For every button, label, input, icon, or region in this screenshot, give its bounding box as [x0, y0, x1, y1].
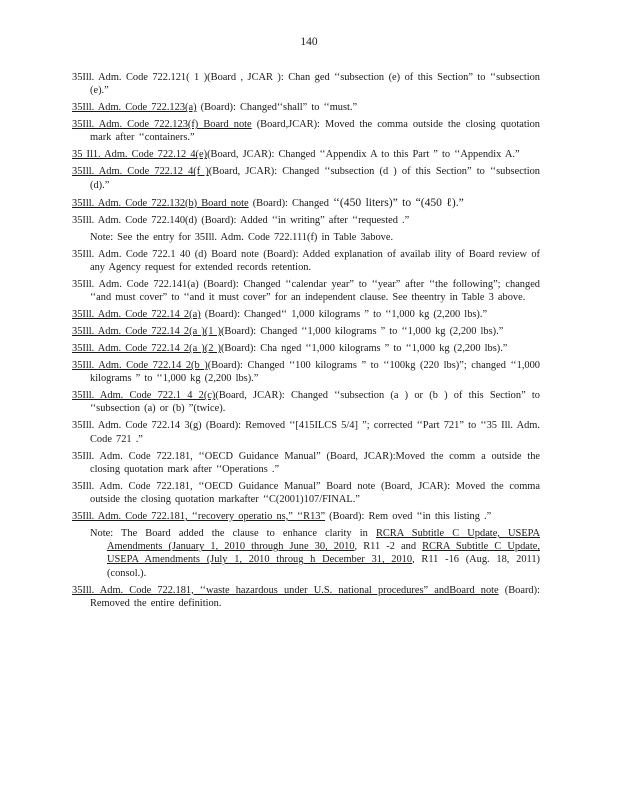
list-item: 35Ill. Adm. Code 722.1 40 (d) Board note (Board): Added explanation of availab ility of Board review of any Agency request for extended records retention.: [72, 248, 540, 273]
list-item: 35Ill. Adm. Code 722.123(a) (Board): Changed‘‘shall” to ‘‘must.”: [72, 102, 358, 114]
list-item: 35Ill. Adm. Code 722.141(a) (Board): Changed ‘‘calendar year” to ‘‘year” after ‘‘the following”; changed ‘‘and must cover” to ‘‘and it must cover” for an independent clause. See theentry in Table 3 above.: [72, 278, 540, 304]
list-item: 35Ill. Adm. Code 722.14 2(a )(2 )(Board): Cha nged ‘‘1,000 kilograms ” to ‘‘1,000 kg (2,200 lbs).”: [72, 343, 508, 355]
list-item: 35Ill. Adm. Code 722.140(d) (Board): Added ‘‘in writing” after ‘‘requested .”: [72, 214, 410, 226]
list-item: 35Ill. Adm. Code 722.14 2(b )(Board): Changed ‘‘100 kilograms ” to ‘‘100kg (220 lbs)”; changed ‘‘1,000 kilograms ” to ‘‘1,000 kg (2,200 lbs).”: [72, 360, 541, 385]
list-item: 35Ill. Adm. Code 722.1 4 2(c)(Board, JCAR): Changed ‘‘subsection (a ) or (b ) of this Section” to ‘‘subsection (a) or (b) ”(twice).: [72, 390, 540, 415]
list-item: 35Ill. Adm. Code 722.14 2(a) (Board): Changed‘‘ 1,000 kilograms ” to ‘‘1,000 kg (2,200 lbs).”: [72, 309, 488, 321]
list-item: 35Ill. Adm. Code 722.14 2(a )(1 )(Board): Changed ‘‘1,000 kilograms ” to ‘‘1,000 kg (2,200 lbs).”: [72, 326, 504, 338]
list-item: 35Ill. Adm. Code 722.181, ‘‘waste hazardous under U.S. national procedures” andBoard note (Board): Removed the entire definition.: [72, 584, 540, 609]
amendment-list: [72, 71, 540, 614]
page-number: 140: [300, 36, 318, 48]
list-item: 35Ill. Adm. Code 722.12 4(f )(Board, JCAR): Changed ‘‘subsection (d ) of this Section” to ‘‘subsection (d).”: [72, 166, 540, 191]
list-item: 35Ill. Adm. Code 722.14 3(g) (Board): Removed ‘‘[415ILCS 5/4] ”; corrected ‘‘Part 721” to ‘‘35 Ill. Adm. Code 721 .”: [72, 420, 540, 445]
note-item: Note: See the entry for 35Ill. Adm. Code 722.111(f) in Table 3above.: [90, 231, 394, 243]
list-item: 35Ill. Adm. Code 722.132(b) Board note (Board): Changed ‘‘(450 liters)” to “(450 ℓ).”: [72, 195, 464, 209]
list-item: 35Ill. Adm. Code 722.181, ‘‘recovery operatio ns,” ‘‘R13” (Board): Rem oved ‘‘in this listing .”: [72, 511, 492, 523]
list-item: 35Ill. Adm. Code 722.121( 1 )(Board , JCAR ): Chan ged ‘‘subsection (e) of this Section” to ‘‘subsection (e).”: [72, 72, 540, 97]
list-item: 35 Il1. Adm. Code 722.12 4(e)(Board, JCAR): Changed ‘‘Appendix A to this Part ” to ‘‘Appendix A.”: [72, 149, 520, 161]
list-item: 35Ill. Adm. Code 722.123(f) Board note (Board,JCAR): Moved the comma outside the closing quotation mark after ‘‘containers.”: [72, 119, 540, 144]
list-item: 35Ill. Adm. Code 722.181, ‘‘OECD Guidance Manual” Board note (Board, JCAR): Moved the comma outside the closing quotation markafter ‘‘C(2001)107/FINAL.”: [72, 480, 540, 506]
note-item: Note: The Board added the clause to enhance clarity in RCRA Subtitle C Update, USEPA Amendments (January 1, 2010 through June 30, 2010, R11 -2 and RCRA Subtitle C Update, USEPA Amendments (July 1, 2010 throug h December 31, 2010, R11 -16 (Aug. 18, 2011) (consol.).: [90, 528, 540, 579]
list-item: 35Ill. Adm. Code 722.181, ‘‘OECD Guidance Manual” (Board, JCAR):Moved the comm a outside the closing quotation mark after ‘‘Operations .”: [72, 450, 540, 475]
